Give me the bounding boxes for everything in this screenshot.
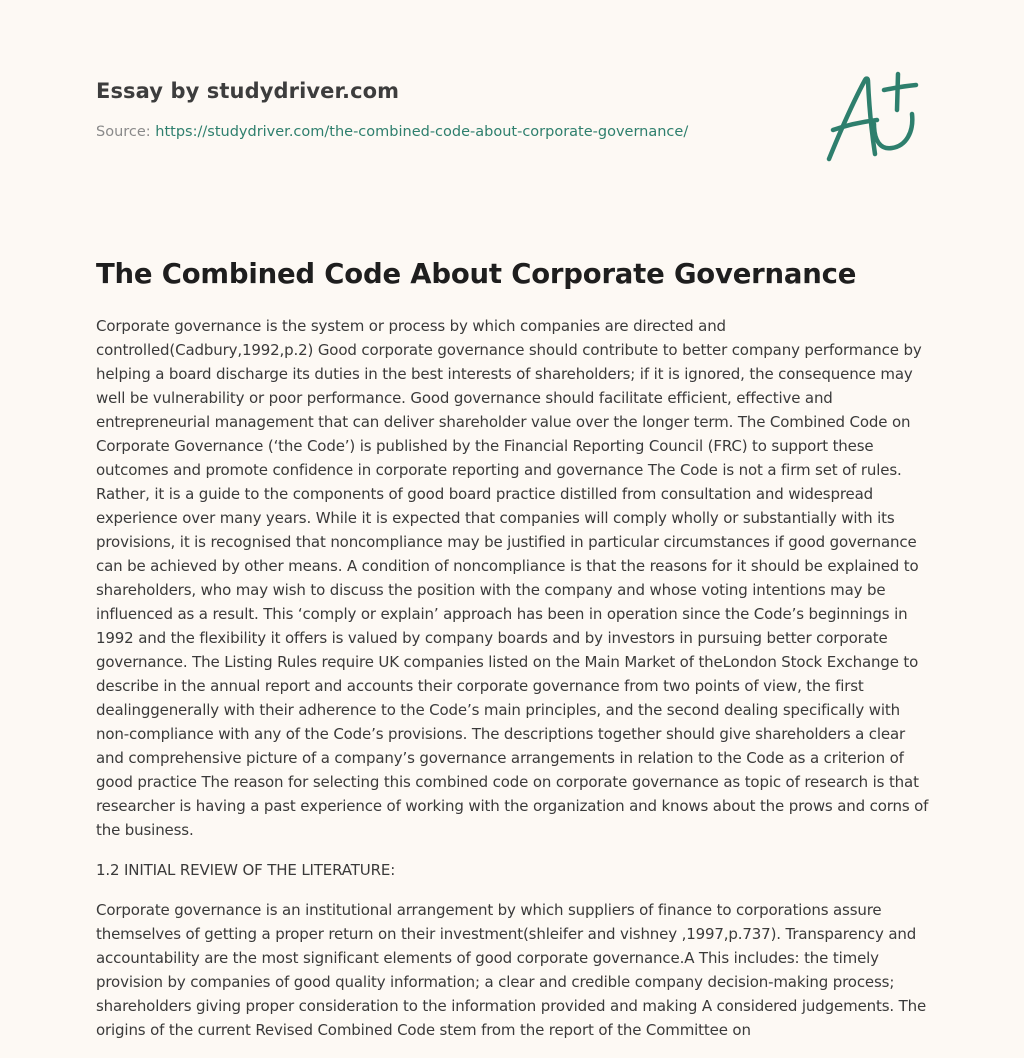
brand-name: Essay by studydriver.com — [96, 79, 400, 103]
section-heading-literature-review: 1.2 INITIAL REVIEW OF THE LITERATURE: — [96, 861, 396, 879]
source-label: Source: — [96, 124, 156, 140]
source-line — [96, 122, 796, 142]
a-plus-logo-icon — [822, 66, 926, 166]
paragraph-intro: Corporate governance is the system or process by which companies are directed and controlled(Cadbury,1992,p.2) Good corporate governance should contribute to better company performance by helping a board discharge its duties in the best interests of shareholders; if it is ignored, the consequence may well be vulnerability or poor performance. Good governance should facilitate efficient, effective and entrepreneurial management that can deliver shareholder value over the longer term. The Combined Code on Corporate Governance (‘the Code’) is published by the Financial Reporting Council (FRC) to support these outcomes and promote confidence in corporate reporting and governance The Code is not a firm set of rules. Rather, it is a guide to the components of good board practice distilled from consultation and widespread experience over many years. While it is expected that companies will comply wholly or substantially with its provisions, it is recognised that noncompliance may be justified in particular circumstances if good governance can be achieved by other means. A condition of noncompliance is that the reasons for it should be explained to shareholders, who may wish to discuss the position with the company and whose voting intentions may be influenced as a result. This ‘comply or explain’ approach has been in operation since the Code’s beginnings in 1992 and the flexibility it offers is valued by company boards and by investors in pursuing better corporate governance. The Listing Rules require UK companies listed on the Main Market of theLondon Stock Exchange to describe in the annual report and accounts their corporate governance from two points of view, the first dealinggenerally with their adherence to the Code’s main principles, and the second dealing specifically with non-compliance with any of the Code’s provisions. The descriptions together should give shareholders a clear and comprehensive picture of a company’s governance arrangements in relation to the Code as a criterion of good practice The reason for selecting this combined code on corporate governance as topic of research is that researcher is having a past experience of working with the organization and knows about the prows and corns of the business. — [96, 317, 929, 839]
essay-header — [96, 76, 796, 142]
article-title: The Combined Code About Corporate Governance — [96, 258, 857, 290]
paragraph-literature: Corporate governance is an institutional arrangement by which suppliers of finance to corporations assure themselves of getting a proper return on their investment(shleifer and vishney ,1997,p.737). Transparency and accountability are the most significant elements of good corporate governance.A This includes: the timely provision by companies of good quality information; a clear and credible company decision-making process; shareholders giving proper consideration to the information provided and making A considered judgements. The origins of the current Revised Combined Code stem from the report of the Committee on — [96, 901, 927, 1039]
article-body — [96, 314, 930, 1058]
source-link[interactable]: https://studydriver.com/the-combined-code-about-corporate-governance/ — [155, 124, 689, 140]
